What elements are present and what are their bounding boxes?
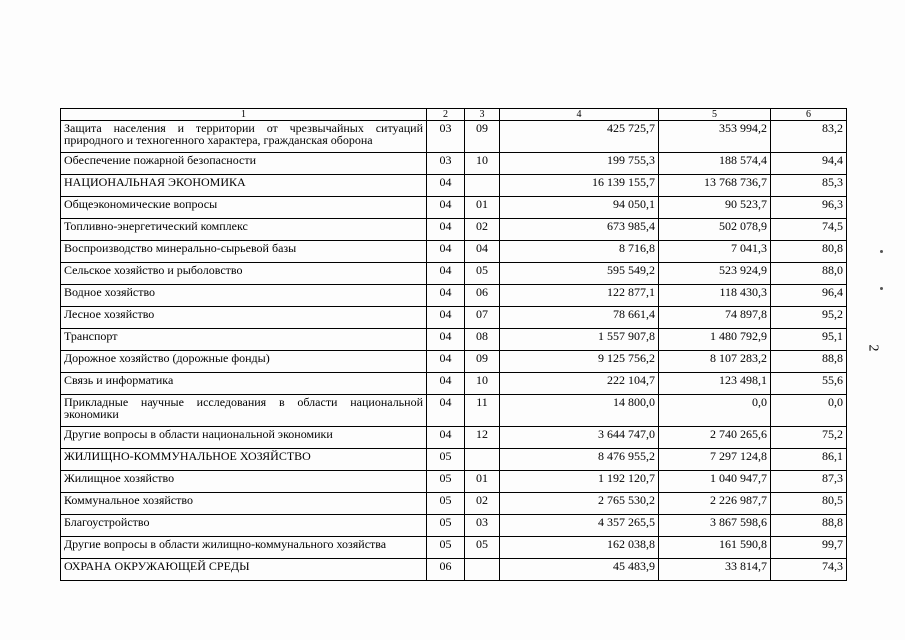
table-row bbox=[61, 197, 847, 219]
row-subsection-code: 07 bbox=[465, 307, 500, 329]
row-section-code: 04 bbox=[427, 285, 465, 307]
row-section-code: 04 bbox=[427, 307, 465, 329]
row-name: Обеспечение пожарной безопасности bbox=[61, 153, 427, 175]
row-section-code: 05 bbox=[427, 537, 465, 559]
row-section-code: 04 bbox=[427, 263, 465, 285]
row-value-col4: 16 139 155,7 bbox=[500, 175, 659, 197]
row-percent-col6: 75,2 bbox=[771, 427, 847, 449]
row-percent-col6: 87,3 bbox=[771, 471, 847, 493]
row-name: Другие вопросы в области национальной экономики bbox=[61, 427, 427, 449]
row-value-col5: 188 574,4 bbox=[659, 153, 771, 175]
row-value-col5: 353 994,2 bbox=[659, 121, 771, 153]
row-value-col5: 118 430,3 bbox=[659, 285, 771, 307]
row-name: Сельское хозяйство и рыболовство bbox=[61, 263, 427, 285]
row-percent-col6: 95,1 bbox=[771, 329, 847, 351]
row-section-code: 04 bbox=[427, 427, 465, 449]
row-value-col4: 222 104,7 bbox=[500, 373, 659, 395]
row-value-col5: 2 740 265,6 bbox=[659, 427, 771, 449]
row-value-col5: 1 480 792,9 bbox=[659, 329, 771, 351]
row-subsection-code: 08 bbox=[465, 329, 500, 351]
row-value-col4: 199 755,3 bbox=[500, 153, 659, 175]
row-section-code: 03 bbox=[427, 121, 465, 153]
table-row bbox=[61, 263, 847, 285]
row-subsection-code bbox=[465, 449, 500, 471]
row-percent-col6: 96,4 bbox=[771, 285, 847, 307]
table-row bbox=[61, 471, 847, 493]
row-value-col5: 2 226 987,7 bbox=[659, 493, 771, 515]
row-value-col5: 161 590,8 bbox=[659, 537, 771, 559]
row-subsection-code: 06 bbox=[465, 285, 500, 307]
row-subsection-code: 09 bbox=[465, 121, 500, 153]
row-name: Коммунальное хозяйство bbox=[61, 493, 427, 515]
row-subsection-code bbox=[465, 175, 500, 197]
row-section-code: 05 bbox=[427, 515, 465, 537]
row-name: Защита населения и территории от чрезвычайных ситуаций природного и техногенного характера, гражданская оборона bbox=[61, 121, 427, 153]
header-col-5: 5 bbox=[659, 109, 771, 121]
row-value-col5: 523 924,9 bbox=[659, 263, 771, 285]
row-value-col4: 425 725,7 bbox=[500, 121, 659, 153]
row-value-col4: 14 800,0 bbox=[500, 395, 659, 427]
row-value-col4: 1 557 907,8 bbox=[500, 329, 659, 351]
row-section-code: 03 bbox=[427, 153, 465, 175]
table-row bbox=[61, 449, 847, 471]
row-percent-col6: 0,0 bbox=[771, 395, 847, 427]
row-subsection-code: 02 bbox=[465, 219, 500, 241]
row-section-code: 05 bbox=[427, 471, 465, 493]
page-number: 2 bbox=[865, 344, 881, 352]
table-row bbox=[61, 219, 847, 241]
row-percent-col6: 96,3 bbox=[771, 197, 847, 219]
row-percent-col6: 86,1 bbox=[771, 449, 847, 471]
row-section-code: 05 bbox=[427, 449, 465, 471]
row-name: ОХРАНА ОКРУЖАЮЩЕЙ СРЕДЫ bbox=[61, 559, 427, 581]
row-name: Дорожное хозяйство (дорожные фонды) bbox=[61, 351, 427, 373]
header-col-1: 1 bbox=[61, 109, 427, 121]
row-value-col4: 94 050,1 bbox=[500, 197, 659, 219]
row-value-col4: 9 125 756,2 bbox=[500, 351, 659, 373]
row-value-col5: 0,0 bbox=[659, 395, 771, 427]
table-row bbox=[61, 241, 847, 263]
row-percent-col6: 74,3 bbox=[771, 559, 847, 581]
header-col-3: 3 bbox=[465, 109, 500, 121]
table-row bbox=[61, 559, 847, 581]
row-value-col5: 74 897,8 bbox=[659, 307, 771, 329]
row-subsection-code: 02 bbox=[465, 493, 500, 515]
row-value-col4: 1 192 120,7 bbox=[500, 471, 659, 493]
row-value-col5: 33 814,7 bbox=[659, 559, 771, 581]
row-name: НАЦИОНАЛЬНАЯ ЭКОНОМИКА bbox=[61, 175, 427, 197]
row-name: Водное хозяйство bbox=[61, 285, 427, 307]
table-row bbox=[61, 493, 847, 515]
row-subsection-code: 10 bbox=[465, 153, 500, 175]
row-percent-col6: 85,3 bbox=[771, 175, 847, 197]
row-section-code: 04 bbox=[427, 351, 465, 373]
row-value-col5: 502 078,9 bbox=[659, 219, 771, 241]
table-row bbox=[61, 395, 847, 427]
row-subsection-code: 10 bbox=[465, 373, 500, 395]
row-subsection-code: 09 bbox=[465, 351, 500, 373]
row-value-col5: 7 041,3 bbox=[659, 241, 771, 263]
row-section-code: 04 bbox=[427, 373, 465, 395]
row-value-col5: 3 867 598,6 bbox=[659, 515, 771, 537]
table-row bbox=[61, 351, 847, 373]
table-row bbox=[61, 373, 847, 395]
row-percent-col6: 55,6 bbox=[771, 373, 847, 395]
row-name: Транспорт bbox=[61, 329, 427, 351]
row-percent-col6: 95,2 bbox=[771, 307, 847, 329]
table-row bbox=[61, 427, 847, 449]
row-name: Другие вопросы в области жилищно-коммунального хозяйства bbox=[61, 537, 427, 559]
header-col-4: 4 bbox=[500, 109, 659, 121]
row-value-col4: 122 877,1 bbox=[500, 285, 659, 307]
row-section-code: 04 bbox=[427, 219, 465, 241]
row-value-col5: 1 040 947,7 bbox=[659, 471, 771, 493]
table-row bbox=[61, 285, 847, 307]
row-name: Жилищное хозяйство bbox=[61, 471, 427, 493]
scan-speck bbox=[880, 287, 883, 290]
row-percent-col6: 99,7 bbox=[771, 537, 847, 559]
table-row bbox=[61, 175, 847, 197]
row-subsection-code: 12 bbox=[465, 427, 500, 449]
row-value-col5: 7 297 124,8 bbox=[659, 449, 771, 471]
table-row bbox=[61, 329, 847, 351]
row-section-code: 04 bbox=[427, 197, 465, 219]
row-value-col4: 45 483,9 bbox=[500, 559, 659, 581]
row-section-code: 04 bbox=[427, 175, 465, 197]
row-subsection-code: 01 bbox=[465, 197, 500, 219]
row-subsection-code: 05 bbox=[465, 537, 500, 559]
row-value-col4: 673 985,4 bbox=[500, 219, 659, 241]
table-row bbox=[61, 153, 847, 175]
row-value-col4: 2 765 530,2 bbox=[500, 493, 659, 515]
header-col-6: 6 bbox=[771, 109, 847, 121]
row-section-code: 04 bbox=[427, 329, 465, 351]
row-name: Воспроизводство минерально-сырьевой базы bbox=[61, 241, 427, 263]
row-percent-col6: 94,4 bbox=[771, 153, 847, 175]
row-percent-col6: 88,8 bbox=[771, 515, 847, 537]
row-value-col4: 78 661,4 bbox=[500, 307, 659, 329]
row-value-col5: 123 498,1 bbox=[659, 373, 771, 395]
row-subsection-code: 05 bbox=[465, 263, 500, 285]
row-section-code: 06 bbox=[427, 559, 465, 581]
row-section-code: 05 bbox=[427, 493, 465, 515]
row-value-col4: 3 644 747,0 bbox=[500, 427, 659, 449]
row-name: Благоустройство bbox=[61, 515, 427, 537]
row-value-col4: 595 549,2 bbox=[500, 263, 659, 285]
row-section-code: 04 bbox=[427, 395, 465, 427]
row-value-col5: 13 768 736,7 bbox=[659, 175, 771, 197]
row-subsection-code: 11 bbox=[465, 395, 500, 427]
row-percent-col6: 88,8 bbox=[771, 351, 847, 373]
row-subsection-code: 04 bbox=[465, 241, 500, 263]
row-subsection-code bbox=[465, 559, 500, 581]
row-value-col4: 8 476 955,2 bbox=[500, 449, 659, 471]
table-row bbox=[61, 515, 847, 537]
row-percent-col6: 83,2 bbox=[771, 121, 847, 153]
row-name: Прикладные научные исследования в области национальной экономики bbox=[61, 395, 427, 427]
scan-speck bbox=[880, 250, 883, 253]
table-row bbox=[61, 121, 847, 153]
table-body bbox=[61, 121, 847, 581]
row-name: Топливно-энергетический комплекс bbox=[61, 219, 427, 241]
row-value-col4: 4 357 265,5 bbox=[500, 515, 659, 537]
row-value-col5: 90 523,7 bbox=[659, 197, 771, 219]
row-percent-col6: 80,5 bbox=[771, 493, 847, 515]
header-col-2: 2 bbox=[427, 109, 465, 121]
row-value-col4: 8 716,8 bbox=[500, 241, 659, 263]
row-subsection-code: 01 bbox=[465, 471, 500, 493]
row-value-col4: 162 038,8 bbox=[500, 537, 659, 559]
row-value-col5: 8 107 283,2 bbox=[659, 351, 771, 373]
row-percent-col6: 74,5 bbox=[771, 219, 847, 241]
table-header-row bbox=[61, 109, 847, 121]
budget-table bbox=[60, 108, 847, 581]
row-name: Лесное хозяйство bbox=[61, 307, 427, 329]
row-name: ЖИЛИЩНО-КОММУНАЛЬНОЕ ХОЗЯЙСТВО bbox=[61, 449, 427, 471]
table-row bbox=[61, 307, 847, 329]
row-section-code: 04 bbox=[427, 241, 465, 263]
row-percent-col6: 88,0 bbox=[771, 263, 847, 285]
row-name: Связь и информатика bbox=[61, 373, 427, 395]
row-percent-col6: 80,8 bbox=[771, 241, 847, 263]
row-name: Общеэкономические вопросы bbox=[61, 197, 427, 219]
row-subsection-code: 03 bbox=[465, 515, 500, 537]
table-row bbox=[61, 537, 847, 559]
